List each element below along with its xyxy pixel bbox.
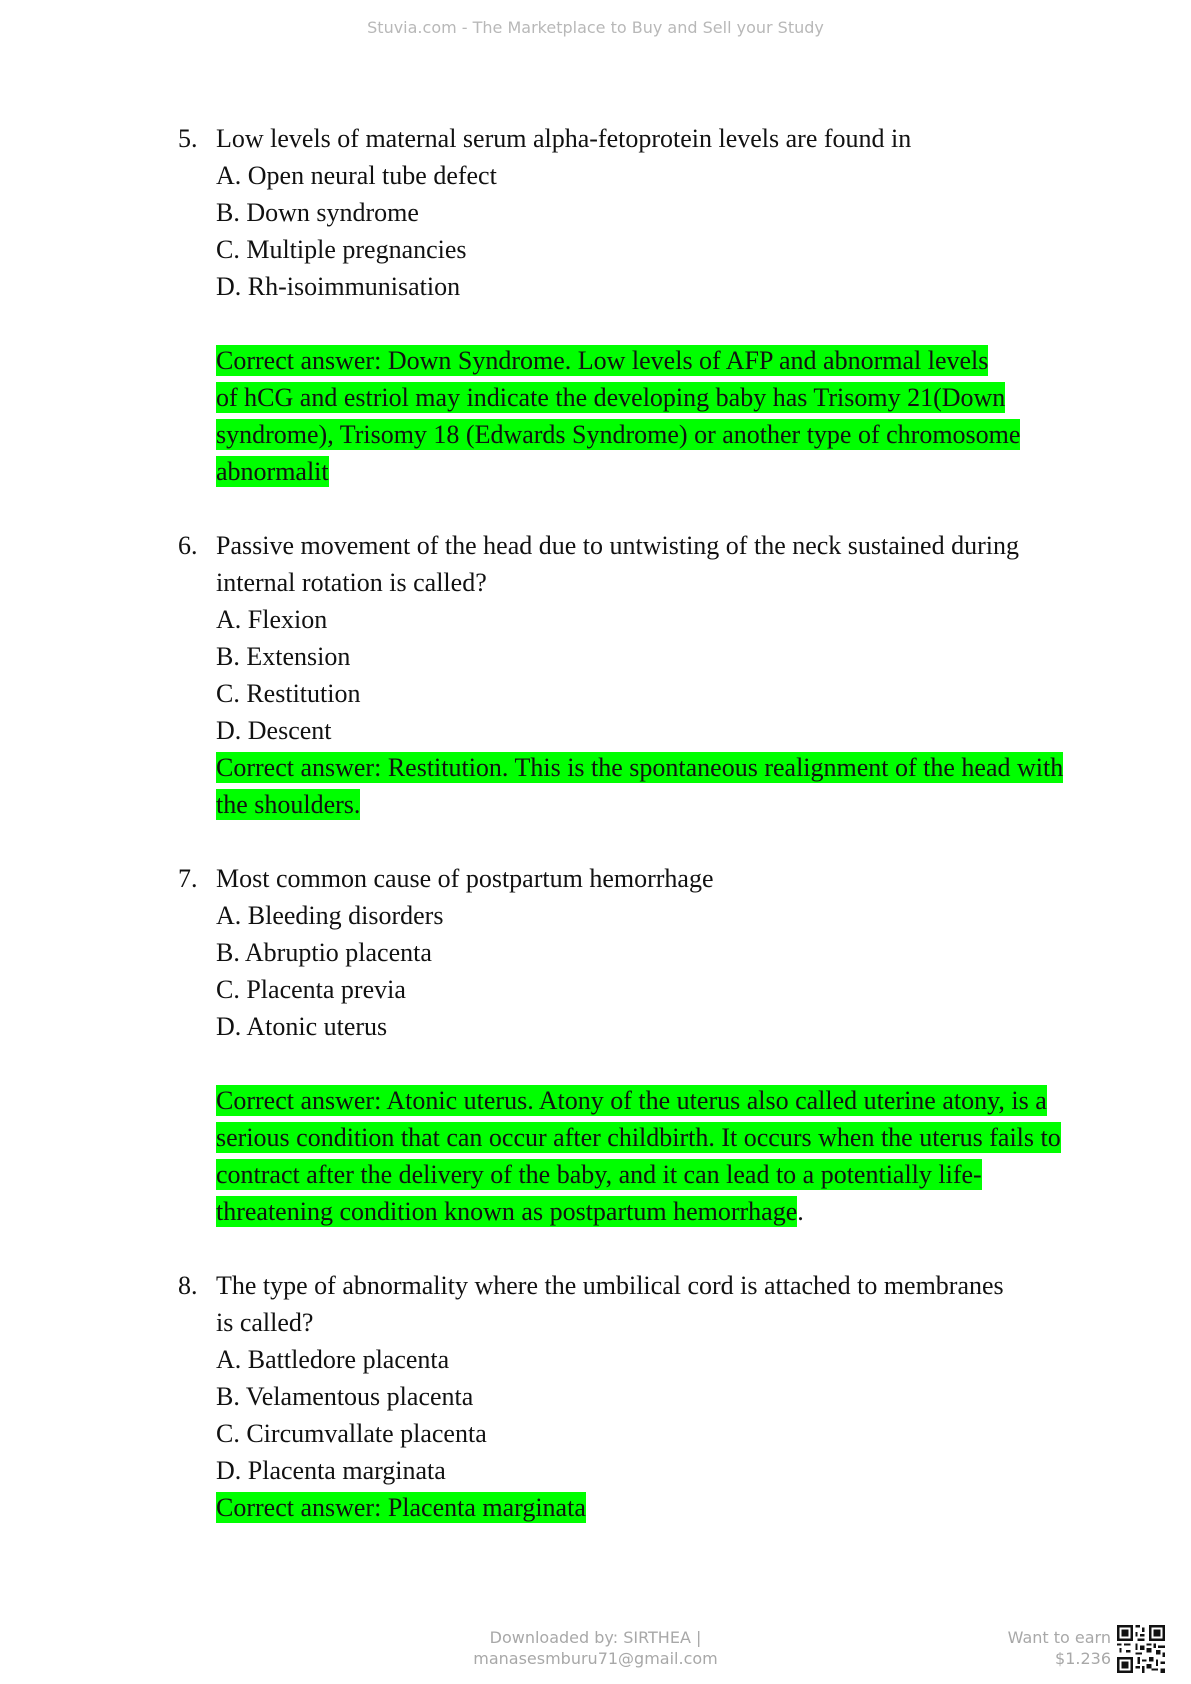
option-d: D. Rh-isoimmunisation bbox=[216, 272, 461, 301]
answer-line: Correct answer: Restitution. This is the spontaneous realignment of the head with bbox=[216, 753, 1064, 782]
option-c: C. Multiple pregnancies bbox=[216, 235, 467, 264]
option-a: A. Flexion bbox=[216, 605, 328, 634]
correct-answer bbox=[178, 1489, 1158, 1526]
answer-line: threatening condition known as postpartum hemorrhage bbox=[216, 1197, 798, 1226]
option-d: D. Placenta marginata bbox=[216, 1456, 446, 1485]
question-number: 6. bbox=[178, 531, 198, 560]
question-5 bbox=[178, 120, 1158, 490]
option-b: B. Extension bbox=[216, 642, 351, 671]
question-8 bbox=[178, 1267, 1158, 1526]
question-number: 5. bbox=[178, 124, 198, 153]
option-c: C. Placenta previa bbox=[216, 975, 406, 1004]
option-c: C. Circumvallate placenta bbox=[216, 1419, 487, 1448]
qr-code-icon[interactable] bbox=[1117, 1625, 1165, 1673]
option-b: B. Down syndrome bbox=[216, 198, 419, 227]
answer-line: abnormalit bbox=[216, 457, 329, 486]
question-text: Passive movement of the head due to untwisting of the neck sustained during internal rotation is called? bbox=[216, 531, 1019, 597]
earn-promo[interactable] bbox=[985, 1627, 1111, 1669]
answer-line: the shoulders. bbox=[216, 790, 361, 819]
option-b: B. Abruptio placenta bbox=[216, 938, 432, 967]
correct-answer bbox=[178, 749, 1158, 823]
question-text: The type of abnormality where the umbilical cord is attached to membranes is called? bbox=[216, 1271, 1004, 1337]
answer-line: Correct answer: Placenta marginata bbox=[216, 1493, 586, 1522]
downloaded-by: Downloaded by: SIRTHEA | bbox=[489, 1628, 702, 1647]
option-d: D. Atonic uterus bbox=[216, 1012, 388, 1041]
answer-line: Correct answer: Down Syndrome. Low levels of AFP and abnormal levels bbox=[216, 346, 989, 375]
earn-amount: $1.236 bbox=[1055, 1649, 1111, 1668]
option-a: A. Open neural tube defect bbox=[216, 161, 497, 190]
question-7 bbox=[178, 860, 1158, 1230]
option-b: B. Velamentous placenta bbox=[216, 1382, 474, 1411]
answer-line: Correct answer: Atonic uterus. Atony of the uterus also called uterine atony, is a bbox=[216, 1086, 1047, 1115]
question-6 bbox=[178, 527, 1158, 823]
option-c: C. Restitution bbox=[216, 679, 361, 708]
answer-line: serious condition that can occur after childbirth. It occurs when the uterus fails to bbox=[216, 1123, 1061, 1152]
answer-line: contract after the delivery of the baby, and it can lead to a potentially life- bbox=[216, 1160, 982, 1189]
downloader-email: manasesmburu71@gmail.com bbox=[473, 1649, 718, 1668]
document-body bbox=[178, 120, 1158, 1526]
correct-answer bbox=[178, 1082, 1158, 1230]
answer-line: syndrome), Trisomy 18 (Edwards Syndrome) or another type of chromosome bbox=[216, 420, 1021, 449]
answer-line: of hCG and estriol may indicate the developing baby has Trisomy 21(Down bbox=[216, 383, 1006, 412]
question-text: Low levels of maternal serum alpha-fetoprotein levels are found in bbox=[216, 124, 912, 153]
option-a: A. Bleeding disorders bbox=[216, 901, 444, 930]
earn-text: Want to earn bbox=[1007, 1628, 1111, 1647]
answer-suffix: . bbox=[797, 1197, 804, 1226]
option-a: A. Battledore placenta bbox=[216, 1345, 450, 1374]
question-number: 8. bbox=[178, 1271, 198, 1300]
page-header: Stuvia.com - The Marketplace to Buy and Sell your Study bbox=[367, 18, 824, 37]
option-d: D. Descent bbox=[216, 716, 332, 745]
question-text: Most common cause of postpartum hemorrhage bbox=[216, 864, 714, 893]
correct-answer bbox=[178, 342, 1158, 490]
question-number: 7. bbox=[178, 864, 198, 893]
